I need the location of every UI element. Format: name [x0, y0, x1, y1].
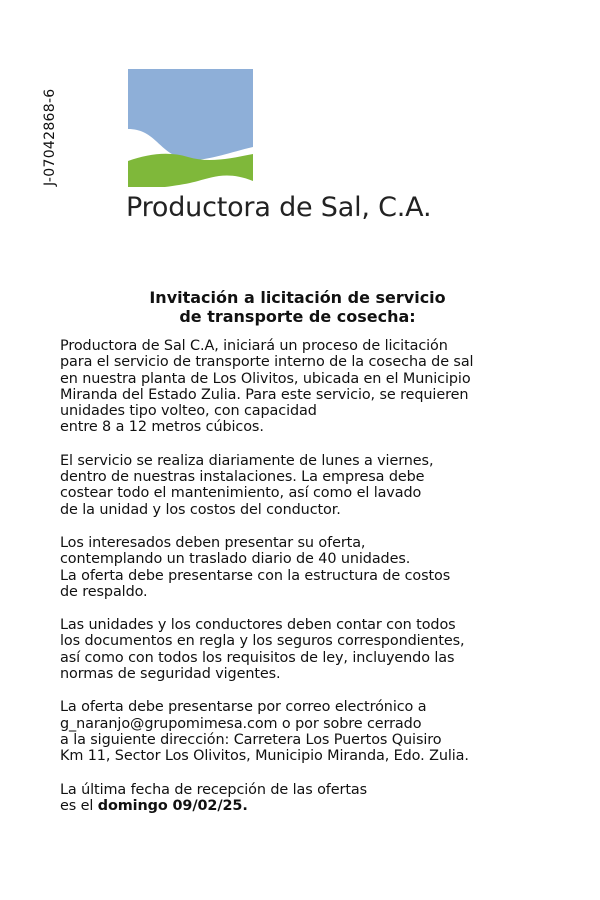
paragraph-offer: [60, 535, 590, 600]
text-line: a la siguiente dirección: Carretera Los Puertos Quisiro: [60, 731, 442, 748]
text-line: El servicio se realiza diariamente de lunes a viernes,: [60, 452, 434, 469]
company-name: Productora de Sal, C.A.: [126, 192, 432, 223]
text-line: Las unidades y los conductores deben contar con todos: [60, 617, 456, 634]
deadline-prefix: es el: [60, 797, 98, 814]
text-line: La oferta debe presentarse con la estructura de costos: [60, 567, 451, 584]
title-line: Invitación a licitación de servicio: [149, 288, 446, 307]
deadline-line: [60, 798, 590, 814]
text-line: de la unidad y los costos del conductor.: [60, 501, 341, 518]
text-line: Los interesados deben presentar su oferta,: [60, 534, 366, 551]
text-line: entre 8 a 12 metros cúbicos.: [60, 419, 264, 436]
text-line: La oferta debe presentarse por correo electrónico a: [60, 699, 427, 716]
rif-number: J-07042868-6: [42, 88, 58, 186]
document-body: [60, 338, 590, 831]
title-line: de transporte de cosecha:: [179, 307, 416, 326]
text-line: Productora de Sal C.A, iniciará un proceso de licitación: [60, 338, 448, 354]
text-line: contemplando un traslado diario de 40 unidades.: [60, 551, 411, 568]
text-line: La última fecha de recepción de las ofertas: [60, 781, 368, 798]
text-line: de respaldo.: [60, 583, 148, 600]
text-line: Km 11, Sector Los Olivitos, Municipio Miranda, Edo. Zulia.: [60, 748, 469, 765]
page-title: [0, 288, 595, 326]
paragraph-intro: [60, 338, 590, 436]
text-line: dentro de nuestras instalaciones. La empresa debe: [60, 469, 425, 486]
paragraph-submission: [60, 699, 590, 764]
paragraph-deadline: [60, 782, 590, 815]
text-line: normas de seguridad vigentes.: [60, 666, 281, 683]
text-line: así como con todos los requisitos de ley, incluyendo las: [60, 649, 455, 666]
text-line: en nuestra planta de Los Olivitos, ubicada en el Municipio: [60, 370, 471, 387]
deadline-date: domingo 09/02/25.: [97, 797, 248, 814]
contact-email-line: g_naranjo@grupomimesa.com o por sobre cerrado: [60, 715, 422, 732]
company-logo: [128, 69, 253, 191]
paragraph-service: [60, 453, 590, 518]
text-line: para el servicio de transporte interno de la cosecha de sal: [60, 354, 474, 371]
text-line: costear todo el mantenimiento, así como el lavado: [60, 485, 422, 502]
text-line: los documentos en regla y los seguros correspondientes,: [60, 633, 465, 650]
paragraph-requirements: [60, 617, 590, 682]
text-line: Miranda del Estado Zulia. Para este servicio, se requieren: [60, 386, 469, 403]
text-line: unidades tipo volteo, con capacidad: [60, 403, 317, 420]
logo-bottom: [128, 187, 253, 191]
